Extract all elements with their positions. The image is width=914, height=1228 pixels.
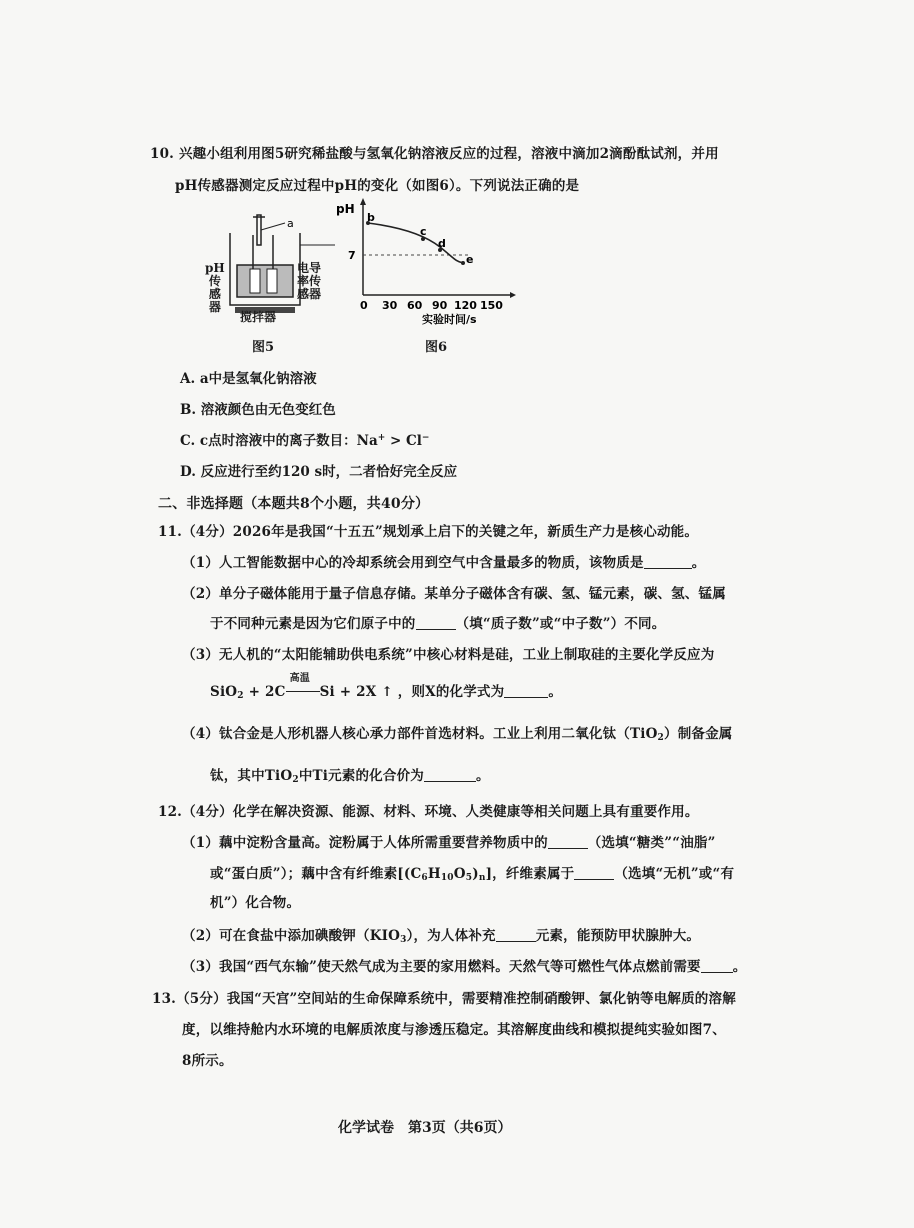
q12-part1a: （1）藕中淀粉含量高。淀粉属于人体所需重要营养物质中的 （选填“糖类”“油脂” — [182, 835, 716, 851]
x-tick-90: 90 — [432, 299, 448, 312]
x-tick-120: 120 — [454, 299, 477, 312]
label-b: b — [367, 211, 375, 224]
ph-curve — [368, 223, 463, 263]
q10-option-b: B. 溶液颜色由无色变红色 — [180, 402, 336, 418]
fig5-bottom-label: 搅拌器 — [240, 310, 277, 324]
fig5-left-label: pH 传 感 器 — [205, 261, 225, 314]
q11-part3a: （3）无人机的“太阳能辅助供电系统”中核心材料是硅，工业上制取硅的主要化学反应为 — [182, 647, 715, 663]
q10-line2: pH传感器测定反应过程中pH的变化（如图6）。下列说法正确的是 — [175, 178, 580, 194]
label-c: c — [420, 225, 427, 238]
fig5-caption: 图5 — [252, 340, 275, 355]
section-2-heading: 二、非选择题（本题共8个小题，共40分） — [158, 496, 430, 512]
x-tick-60: 60 — [407, 299, 423, 312]
q10-option-a: A. a中是氢氧化钠溶液 — [180, 371, 317, 387]
y-tick-7: 7 — [348, 249, 356, 262]
label-e: e — [466, 253, 474, 266]
q11-head: 11.（4分）2026年是我国“十五五”规划承上启下的关键之年，新质生产力是核心动能。 — [158, 524, 699, 540]
q10-line1: 10. 兴趣小组利用图5研究稀盐酸与氢氧化钠溶液反应的过程，溶液中滴加2滴酚酞试剂，并用 — [150, 146, 719, 162]
q13-line3: 8所示。 — [182, 1053, 233, 1069]
y-axis-label: pH — [336, 202, 355, 216]
fig6-caption: 图6 — [425, 340, 448, 355]
figure-6-ph-chart — [330, 195, 520, 335]
fig5-label-a: a — [287, 217, 294, 230]
label-d: d — [438, 237, 446, 250]
q12-head: 12.（4分）化学在解决资源、能源、材料、环境、人类健康等相关问题上具有重要作用。 — [158, 804, 699, 820]
q10-option-c: C. c点时溶液中的离子数目：Na+ > Cl− — [180, 433, 430, 449]
q11-part2b: 于不同种元素是因为它们原子中的 （填“质子数”或“中子数”）不同。 — [210, 616, 666, 632]
x-axis-label: 实验时间/s — [422, 313, 477, 326]
q12-part1c: 机”）化合物。 — [210, 895, 301, 911]
q11-part1: （1）人工智能数据中心的冷却系统会用到空气中含量最多的物质，该物质是 。 — [182, 555, 706, 571]
q10-option-d: D. 反应进行至约120 s时，二者恰好完全反应 — [180, 464, 458, 480]
x-tick-0: 0 — [360, 299, 368, 312]
q11-part4b: 钛，其中TiO$_2$中Ti元素的化合价为 。 — [210, 768, 490, 785]
dropper-icon — [257, 215, 261, 245]
x-tick-30: 30 — [382, 299, 398, 312]
q12-part3: （3）我国“西气东输”使天然气成为主要的家用燃料。天然气等可燃性气体点燃前需要 。 — [182, 959, 747, 975]
q11-part4a: （4）钛合金是人形机器人核心承力部件首选材料。工业上利用二氧化钛（TiO$_2$）制备金属 — [182, 726, 733, 743]
fig5-right-label: 电导 率传 感器 — [297, 261, 322, 301]
q12-part1b: 或“蛋白质”）；藕中含有纤维素$[(C_6H_{10}O_5)_n]$，纤维素属于 （选填“无机”或“有 — [210, 866, 735, 883]
q11-part2a: （2）单分子磁体能用于量子信息存储。某单分子磁体含有碳、氢、锰元素，碳、氢、锰属 — [182, 586, 726, 602]
q13-line2: 度，以维持舱内水环境的电解质浓度与渗透压稳定。其溶解度曲线和模拟提纯实验如图7、 — [182, 1022, 726, 1038]
q12-part2: （2）可在食盐中添加碘酸钾$(KIO_3)$，为人体补充 元素，能预防甲状腺肿大。 — [182, 928, 701, 945]
page-footer: 化学试卷 第3页（共6页） — [338, 1120, 512, 1136]
q11-part3b: SiO$_2$ + 2C 高温 Si + 2X ↑ ，则X的化学式为 。 — [210, 673, 563, 701]
point-e — [461, 261, 465, 265]
q13-line1: 13.（5分）我国“天宫”空间站的生命保障系统中，需要精准控制硝酸钾、氯化钠等电解质的溶解 — [152, 991, 736, 1007]
x-tick-150: 150 — [480, 299, 503, 312]
